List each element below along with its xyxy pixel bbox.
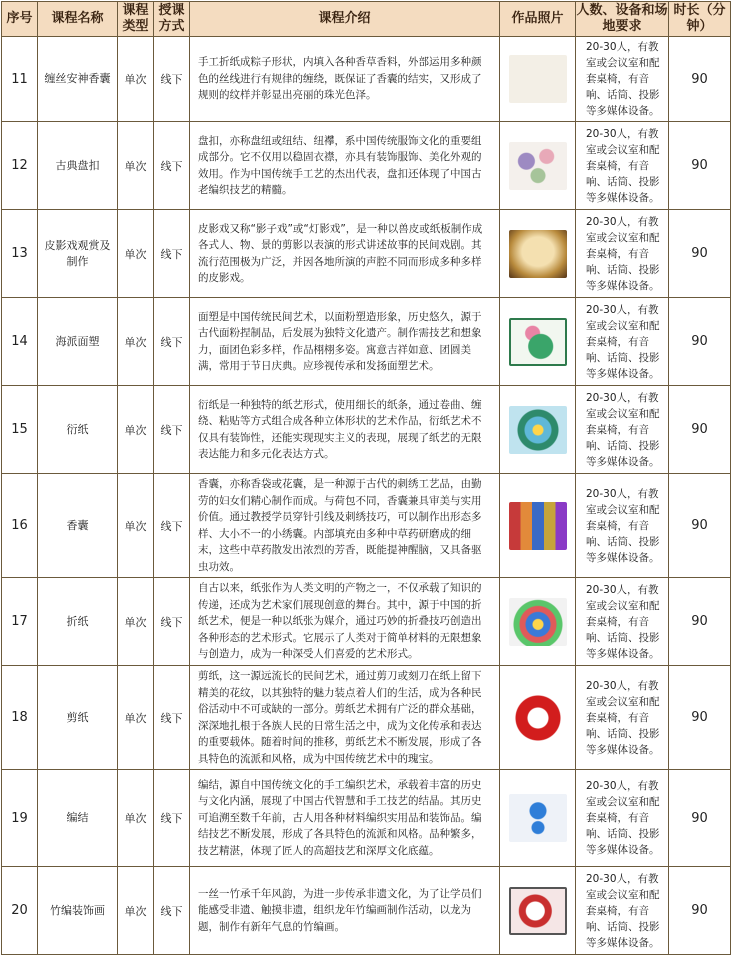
table-row [2,210,731,298]
header-num: 序号 [2,2,38,37]
course-name: 皮影戏观赏及制作 [38,210,118,298]
photo-cell [500,386,576,474]
course-name: 海派面塑 [38,298,118,386]
row-num: 14 [2,298,38,386]
course-type: 单次 [118,210,154,298]
duration: 90 [669,37,731,122]
requirements: 20-30人，有教室或会议室和配套桌椅，有音响、话筒、投影等多媒体设备。 [576,210,669,298]
course-type: 单次 [118,666,154,770]
course-type: 单次 [118,122,154,210]
course-table [1,1,731,955]
course-type: 单次 [118,386,154,474]
photo-cell [500,37,576,122]
dough-figurine-photo [509,318,567,366]
course-type: 单次 [118,770,154,867]
course-description: 皮影戏又称“影子戏”或“灯影戏”，是一种以兽皮或纸板制作成各式人、物、景的剪影以表演的形式讲述故事的民间戏剧。其流行范围极为广泛，并因各地所演的声腔不同而形成多种多样的皮影戏。 [190,210,500,298]
row-num: 19 [2,770,38,867]
duration: 90 [669,386,731,474]
row-num: 17 [2,578,38,666]
teaching-method: 线下 [154,298,190,386]
teaching-method: 线下 [154,386,190,474]
row-num: 11 [2,37,38,122]
knot-button-photo [509,142,567,190]
course-description: 编结，源自中国传统文化的手工编织艺术，承载着丰富的历史与文化内涵，展现了中国古代智慧和手工技艺的结晶。其历史可追溯至数千年前，古人用各种材料编织实用品和装饰品。编结技艺不断发展，形成了各具特色的流派和风格。品种繁多，技艺精湛，体现了匠人的高超技艺和深厚文化底蕴。 [190,770,500,867]
duration: 90 [669,666,731,770]
header-row [2,2,731,37]
header-type: 课程类型 [118,2,154,37]
table-row [2,578,731,666]
teaching-method: 线下 [154,37,190,122]
table-row [2,386,731,474]
duration: 90 [669,122,731,210]
photo-cell [500,666,576,770]
requirements: 20-30人，有教室或会议室和配套桌椅，有音响、话筒、投影等多媒体设备。 [576,666,669,770]
photo-cell [500,122,576,210]
photo-cell [500,867,576,955]
teaching-method: 线下 [154,210,190,298]
duration: 90 [669,867,731,955]
requirements: 20-30人，有教室或会议室和配套桌椅，有音响、话筒、投影等多媒体设备。 [576,770,669,867]
course-description: 剪纸，这一源远流长的民间艺术，通过剪刀或刻刀在纸上留下精美的花纹，以其独特的魅力装点着人们的生活，成为各种民俗活动中不可或缺的一部分。剪纸艺术拥有广泛的群众基础，深深地扎根于各族人民的日常生活之中，成为文化传承和表达的重要载体。随着时间的推移，剪纸艺术不断发展，形成了各具特色的流派和风格，成为中国传统艺术中的瑰宝。 [190,666,500,770]
photo-cell [500,578,576,666]
table-row [2,867,731,955]
course-description: 衍纸是一种独特的纸艺形式，使用细长的纸条，通过卷曲、缠绕、粘贴等方式组合成各种立体形状的艺术作品，衍纸艺术不仅具有装饰性，还能实现现实主义的表现，展现了纸艺的无限表达能力和多元化表达方式。 [190,386,500,474]
course-name: 剪纸 [38,666,118,770]
row-num: 20 [2,867,38,955]
paper-cutting-photo [509,694,567,742]
course-type: 单次 [118,578,154,666]
course-name: 古典盘扣 [38,122,118,210]
course-description: 手工折纸成粽子形状，内填入各种香草香料，外部运用多种颜色的丝线进行有规律的缠绕，既保证了香囊的结实，又形成了规则的纹样并彰显出亮丽的珠光色泽。 [190,37,500,122]
row-num: 12 [2,122,38,210]
row-num: 15 [2,386,38,474]
header-method: 授课方式 [154,2,190,37]
duration: 90 [669,210,731,298]
duration: 90 [669,474,731,578]
row-num: 13 [2,210,38,298]
course-name: 折纸 [38,578,118,666]
header-req: 人数、设备和场地要求 [576,2,669,37]
requirements: 20-30人，有教室或会议室和配套桌椅，有音响、话筒、投影等多媒体设备。 [576,298,669,386]
requirements: 20-30人，有教室或会议室和配套桌椅，有音响、话筒、投影等多媒体设备。 [576,386,669,474]
requirements: 20-30人，有教室或会议室和配套桌椅，有音响、话筒、投影等多媒体设备。 [576,474,669,578]
teaching-method: 线下 [154,122,190,210]
photo-cell [500,298,576,386]
requirements: 20-30人，有教室或会议室和配套桌椅，有音响、话筒、投影等多媒体设备。 [576,122,669,210]
row-num: 18 [2,666,38,770]
embroidered-sachet-photo [509,502,567,550]
photo-cell [500,770,576,867]
duration: 90 [669,578,731,666]
header-name: 课程名称 [38,2,118,37]
shadow-puppet-photo [509,230,567,278]
course-type: 单次 [118,474,154,578]
table-row [2,666,731,770]
course-type: 单次 [118,867,154,955]
course-description: 面塑是中国传统民间艺术，以面粉塑造形象，历史悠久，源于古代面粉捏制品，后发展为独特文化遗产。制作需技艺和想象力，面团色彩多样，作品栩栩多姿。寓意吉祥如意、团圆美满，常用于节日庆典。应珍视传承和发扬面塑艺术。 [190,298,500,386]
course-name: 香囊 [38,474,118,578]
teaching-method: 线下 [154,666,190,770]
header-dur: 时长（分钟） [669,2,731,37]
table-row [2,474,731,578]
requirements: 20-30人，有教室或会议室和配套桌椅，有音响、话筒、投影等多媒体设备。 [576,578,669,666]
table-row [2,298,731,386]
course-name: 缠丝安神香囊 [38,37,118,122]
teaching-method: 线下 [154,770,190,867]
requirements: 20-30人，有教室或会议室和配套桌椅，有音响、话筒、投影等多媒体设备。 [576,37,669,122]
course-name: 衍纸 [38,386,118,474]
course-type: 单次 [118,37,154,122]
sachet-photo [509,55,567,103]
teaching-method: 线下 [154,578,190,666]
course-description: 香囊，亦称香袋或花囊，是一种源于古代的刺绣工艺品，由勤劳的妇女们精心制作而成。与荷包不同，香囊兼具审美与实用价值。通过教授学员穿针引线及刺绣技巧，可以制作出形态多样、大小不一的小绣囊。内部填充由多种中草药研磨成的细末，这些中草药散发出浓烈的芳香，既能提神醒脑，又具备驱虫功效。 [190,474,500,578]
table-row [2,37,731,122]
duration: 90 [669,770,731,867]
row-num: 16 [2,474,38,578]
course-name: 编结 [38,770,118,867]
header-photo: 作品照片 [500,2,576,37]
origami-photo [509,598,567,646]
course-description: 自古以来，纸张作为人类文明的产物之一，不仅承载了知识的传递，还成为艺术家们展现创意的舞台。其中，源于中国的折纸艺术，便是一种以纸张为媒介，通过巧妙的折叠技巧创造出各种形态的艺术形式。它展示了人类对于简单材料的无限想象与创造力，成为一种深受人们喜爱的艺术形式。 [190,578,500,666]
header-desc: 课程介绍 [190,2,500,37]
course-name: 竹编装饰画 [38,867,118,955]
teaching-method: 线下 [154,867,190,955]
photo-cell [500,210,576,298]
course-description: 盘扣，亦称盘纽或纽结、纽襻，系中国传统服饰文化的重要组成部分。它不仅用以稳固衣襟，亦具有装饰服饰、美化外观的效用。作为中国传统手工艺的杰出代表，盘扣还体现了中国古老编织技艺的精髓。 [190,122,500,210]
course-type: 单次 [118,298,154,386]
table-row [2,770,731,867]
knotting-photo [509,794,567,842]
table-row [2,122,731,210]
photo-cell [500,474,576,578]
duration: 90 [669,298,731,386]
requirements: 20-30人，有教室或会议室和配套桌椅，有音响、话筒、投影等多媒体设备。 [576,867,669,955]
quilling-photo [509,406,567,454]
bamboo-weaving-photo [509,887,567,935]
teaching-method: 线下 [154,474,190,578]
course-description: 一丝一竹承千年风韵，为进一步传承非遗文化，为了让学员们能感受非遗、触摸非遗，组织龙年竹编画制作活动，以龙为题，制作有新年气息的竹编画。 [190,867,500,955]
